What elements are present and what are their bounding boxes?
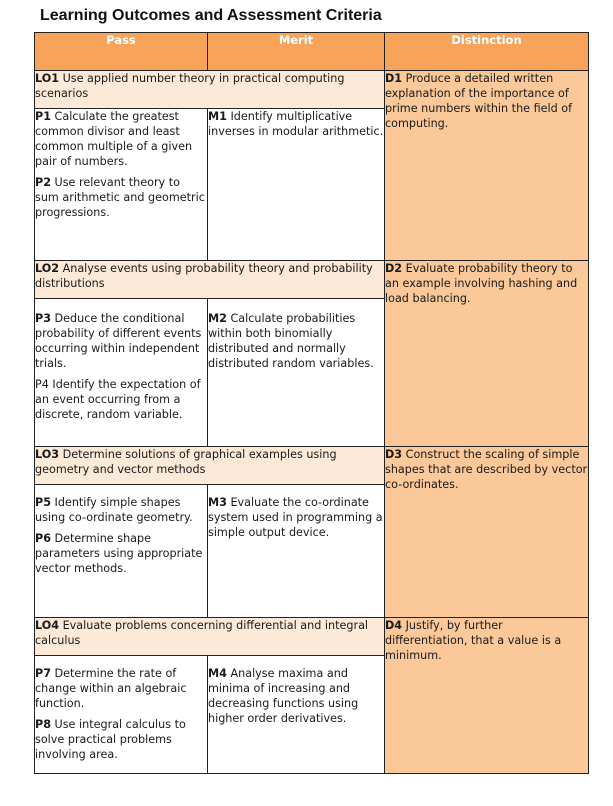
learning-outcome-1: LO1 Use applied number theory in practical computing scenarios [35,71,385,109]
criterion-p1: P1 Calculate the greatest common divisor and least common multiple of a given pair of numbers. [35,110,193,168]
learning-outcome-4: LO4 Evaluate problems concerning differential and integral calculus [35,618,385,656]
distinction-d4: D4 Justify, by further differentiation, that a value is a minimum. [385,618,589,774]
distinction-d1: D1 Produce a detailed written explanation of the importance of prime numbers within the field of computing. [385,71,589,261]
lo1-row [35,71,589,109]
page-title: Learning Outcomes and Assessment Criteria [40,7,382,24]
criterion-m4: M4 Analyse maxima and minima of increasing and decreasing functions using higher order derivatives. [208,667,359,725]
pass-criteria-lo1 [35,109,208,261]
criterion-m2: M2 Calculate probabilities within both binomially distributed and normally distributed random variables. [208,312,374,370]
header-pass: Pass [35,33,208,71]
criterion-p2: P2 Use relevant theory to sum arithmetic and geometric progressions. [35,176,205,219]
lo3-row [35,447,589,485]
lo4-row [35,618,589,656]
distinction-d3: D3 Construct the scaling of simple shapes that are described by vector co-ordinates. [385,447,589,618]
criterion-p6: P6 Determine shape parameters using appropriate vector methods. [35,532,203,575]
header-distinction: Distinction [385,33,589,71]
merit-criteria-lo2 [208,299,385,447]
learning-outcome-2: LO2 Analyse events using probability theory and probability distributions [35,261,385,299]
pass-criteria-lo2 [35,299,208,447]
criterion-p8: P8 Use integral calculus to solve practical problems involving area. [35,718,186,761]
criterion-p3: P3 Deduce the conditional probability of different events occurring within independent trials. [35,312,202,370]
distinction-d2: D2 Evaluate probability theory to an example involving hashing and load balancing. [385,261,589,447]
assessment-criteria-table [34,32,589,774]
criterion-p5: P5 Identify simple shapes using co-ordinate geometry. [35,496,193,524]
merit-criteria-lo3 [208,485,385,618]
pass-criteria-lo4 [35,656,208,774]
header-merit: Merit [208,33,385,71]
criterion-p4: P4 Identify the expectation of an event occurring from a discrete, random variable. [35,378,201,421]
merit-criteria-lo1 [208,109,385,261]
header-row [35,33,589,71]
pass-criteria-lo3 [35,485,208,618]
criterion-m3: M3 Evaluate the co-ordinate system used in programming a simple output device. [208,496,383,539]
criterion-m1: M1 Identify multiplicative inverses in modular arithmetic. [208,110,384,138]
learning-outcome-3: LO3 Determine solutions of graphical examples using geometry and vector methods [35,447,385,485]
lo2-row [35,261,589,299]
criterion-p7: P7 Determine the rate of change within an algebraic function. [35,667,187,710]
merit-criteria-lo4 [208,656,385,774]
